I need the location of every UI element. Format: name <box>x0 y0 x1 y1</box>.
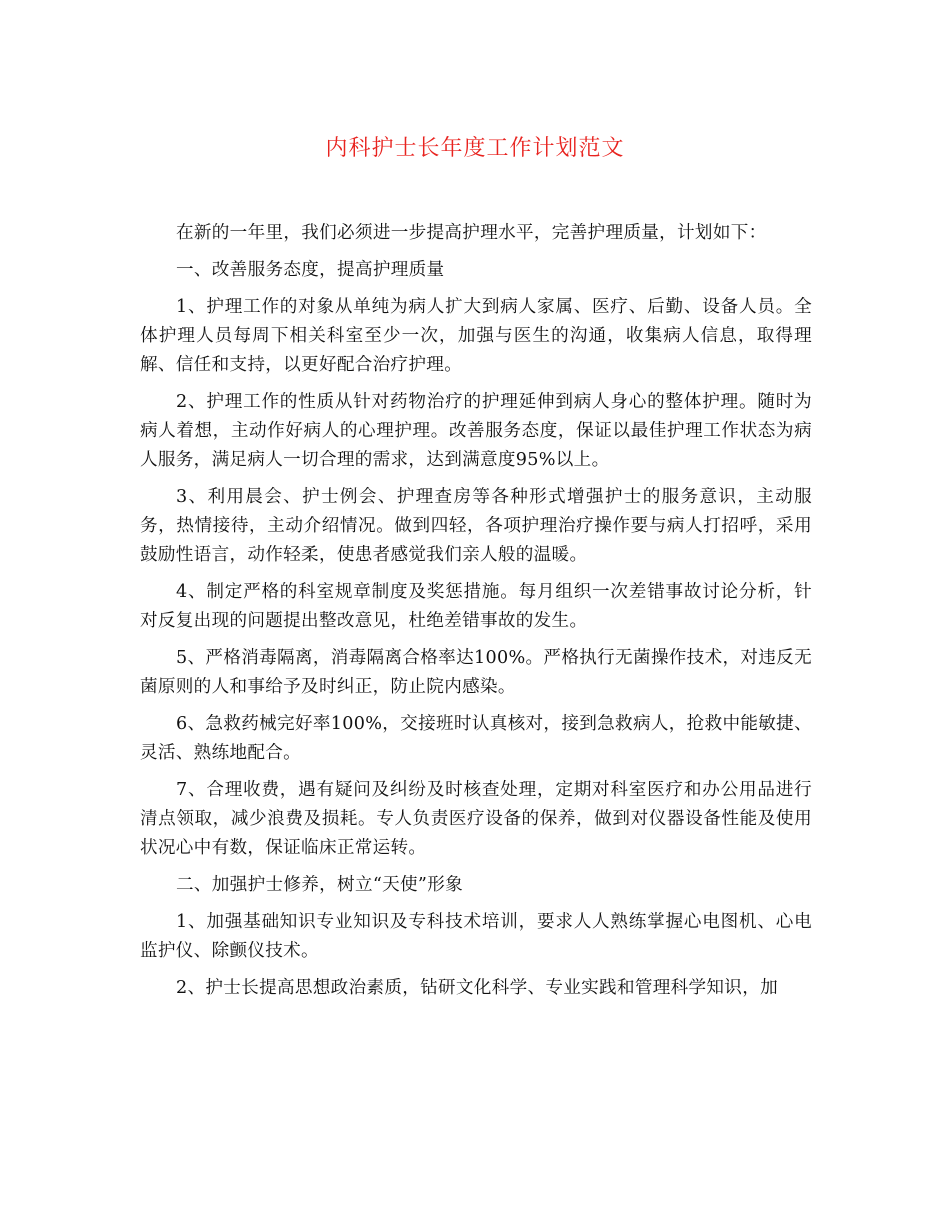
document-body <box>140 219 812 1011</box>
paragraph: 6、急救药械完好率100%，交接班时认真核对，接到急救病人，抢救中能敏捷、灵活、熟练地配合。 <box>140 714 812 763</box>
paragraph: 1、加强基础知识专业知识及专科技术培训，要求人人熟练掌握心电图机、心电监护仪、除颤仪技术。 <box>140 912 812 961</box>
paragraph-intro: 在新的一年里，我们必须进一步提高护理水平，完善护理质量，计划如下： <box>176 223 767 243</box>
paragraph: 2、护理工作的性质从针对药物治疗的护理延伸到病人身心的整体护理。随时为病人着想，主动作好病人的心理护理。改善服务态度，保证以最佳护理工作状态为病人服务，满足病人一切合理的需求，达到满意度95%以上。 <box>140 392 812 470</box>
paragraph: 4、制定严格的科室规章制度及奖惩措施。每月组织一次差错事故讨论分析，针对反复出现的问题提出整改意见，杜绝差错事故的发生。 <box>140 582 812 631</box>
paragraph: 5、严格消毒隔离，消毒隔离合格率达100%。严格执行无菌操作技术，对违反无菌原则的人和事给予及时纠正，防止院内感染。 <box>140 648 812 697</box>
paragraph: 7、合理收费，遇有疑问及纠纷及时核查处理，定期对科室医疗和办公用品进行清点领取，减少浪费及损耗。专人负责医疗设备的保养，做到对仪器设备性能及使用状况心中有数，保证临床正常运转。 <box>140 780 812 858</box>
paragraph: 1、护理工作的对象从单纯为病人扩大到病人家属、医疗、后勤、设备人员。全体护理人员每周下相关科室至少一次，加强与医生的沟通，收集病人信息，取得理解、信任和支持，以更好配合治疗护理。 <box>140 297 812 375</box>
section-heading-1: 一、改善服务态度，提高护理质量 <box>176 260 445 280</box>
paragraph: 2、护士长提高思想政治素质，钻研文化科学、专业实践和管理科学知识，加 <box>176 978 778 998</box>
section-heading-2: 二、加强护士修养，树立“天使”形象 <box>176 875 463 895</box>
paragraph: 3、利用晨会、护士例会、护理查房等各种形式增强护士的服务意识，主动服务，热情接待，主动介绍情况。做到四轻，各项护理治疗操作要与病人打招呼，采用鼓励性语言，动作轻柔，使患者感觉我们亲人般的温暖。 <box>140 487 812 565</box>
document-title: 内科护士长年度工作计划范文 <box>325 136 625 161</box>
